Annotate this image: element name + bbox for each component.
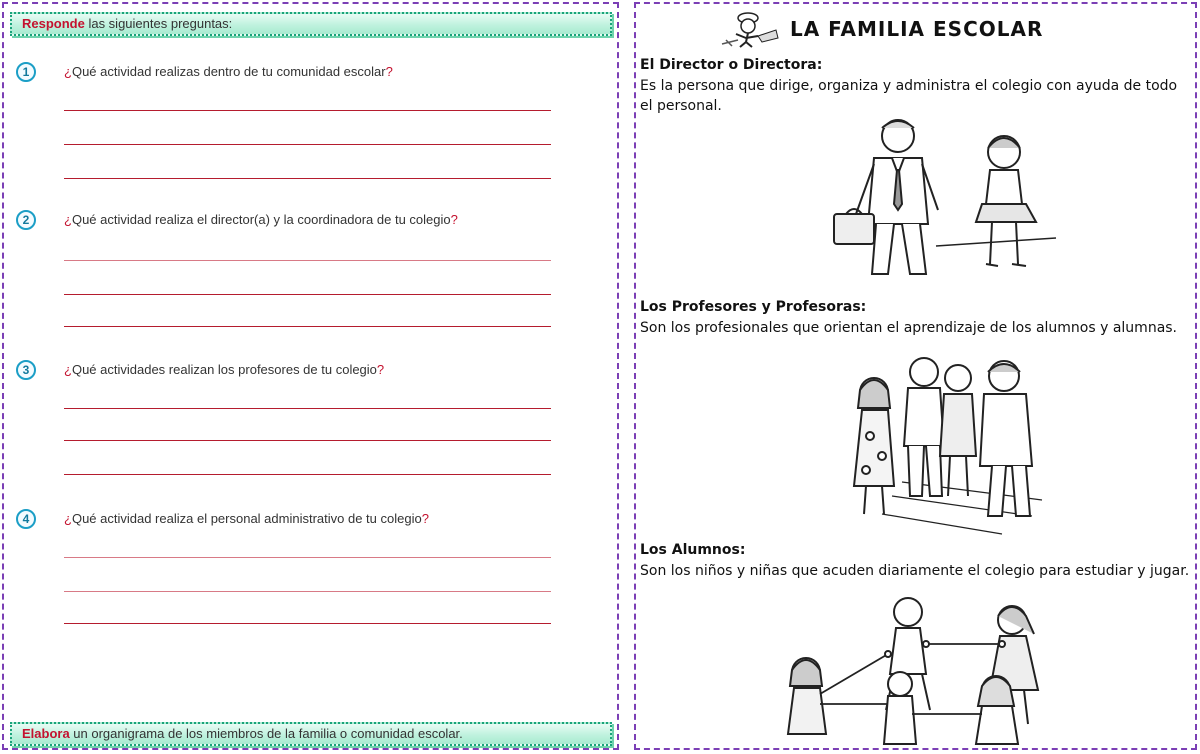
instruction-emphasis: Responde <box>22 16 85 31</box>
answer-line[interactable] <box>64 474 551 475</box>
answer-line[interactable] <box>64 110 551 111</box>
answer-line[interactable] <box>64 440 551 441</box>
question-text: ¿Qué actividades realizan los profesores de tu colegio? <box>64 362 385 377</box>
answer-line[interactable] <box>64 326 551 327</box>
mascot-icon <box>718 10 782 48</box>
worksheet-panel <box>2 2 619 750</box>
answer-line[interactable] <box>64 178 551 179</box>
teachers-description: Son los profesionales que orientan el aprendizaje de los alumnos y alumnas. <box>640 320 1178 336</box>
instruction-text: las siguientes preguntas: <box>84 16 233 31</box>
question-text: ¿Qué actividad realiza el personal administrativo de tu colegio? <box>64 511 429 526</box>
answer-line[interactable] <box>64 260 551 261</box>
director-illustration <box>826 114 1066 284</box>
students-description: Son los niños y niñas que acuden diariamente el colegio para estudiar y jugar. <box>640 563 1190 579</box>
answer-line[interactable] <box>64 591 551 592</box>
answer-line[interactable] <box>64 623 551 624</box>
teachers-heading: Los Profesores y Profesoras: <box>640 299 867 315</box>
director-description: Es la persona que dirige, organiza y administra el colegio con ayuda de todo el personal. <box>640 78 1178 114</box>
question-text: ¿Qué actividad realiza el director(a) y la coordinadora de tu colegio? <box>64 212 458 227</box>
question-text: ¿Qué actividad realizas dentro de tu comunidad escolar? <box>64 64 393 79</box>
task-text: un organigrama de los miembros de la familia o comunidad escolar. <box>69 726 463 741</box>
instruction-banner <box>10 12 612 36</box>
task-emphasis: Elabora <box>22 726 70 741</box>
teachers-illustration <box>832 346 1052 536</box>
answer-line[interactable] <box>64 557 551 558</box>
answer-line[interactable] <box>64 294 551 295</box>
task-banner <box>10 722 612 746</box>
question-number: 3 <box>16 360 36 380</box>
answer-line[interactable] <box>64 408 551 409</box>
answer-line[interactable] <box>64 144 551 145</box>
info-panel <box>634 2 1197 750</box>
director-heading: El Director o Directora: <box>640 57 823 73</box>
title-row <box>718 10 1048 46</box>
question-number: 4 <box>16 509 36 529</box>
question-number: 2 <box>16 210 36 230</box>
page-title: LA FAMILIA ESCOLAR <box>790 17 1044 41</box>
students-illustration <box>776 594 1076 748</box>
students-heading: Los Alumnos: <box>640 542 746 558</box>
question-number: 1 <box>16 62 36 82</box>
